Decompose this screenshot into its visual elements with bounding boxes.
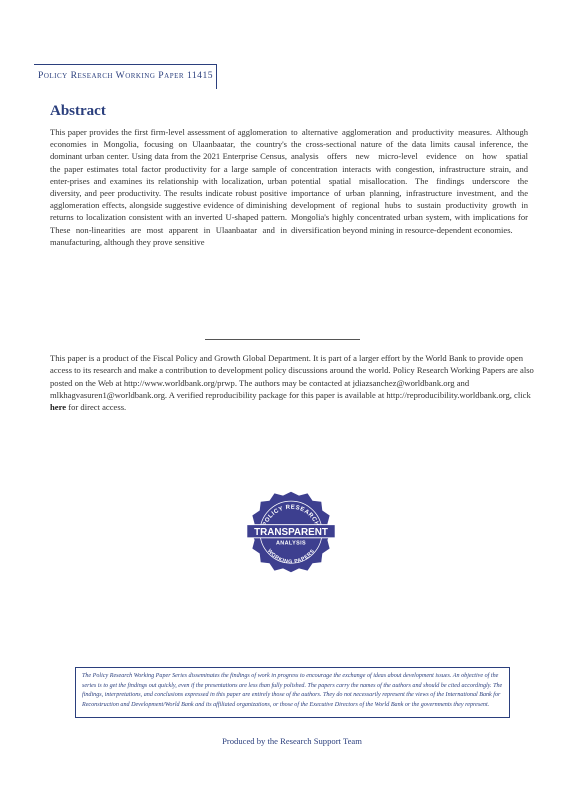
produced-by: Produced by the Research Support Team (222, 736, 362, 746)
badge-sub-text: ANALYSIS (275, 540, 307, 547)
series-label: Policy Research Working Paper 11415 (38, 70, 214, 81)
badge-bottom-text: WORKING PAPERS (265, 548, 317, 566)
publication-note-tail: for direct access. (66, 402, 127, 413)
transparent-analysis-badge (244, 488, 338, 582)
abstract-column-left: This paper provides the first firm-level assessment of agglomeration economies in Mongolia, focusing on Ulaanbaatar, the country's dominant urban center. Using data from the 2021 Enterprise Census, the paper estimates total factor productivity for a large sample of enter-prises and examines its relationship with localization, urban diversity, and peer productivity. The results indicate robust positive agglomeration effects, alongside suggestive evidence of diminishing returns to localization consistent with an inverted U-shaped pattern. These non-linearities are most apparent in Ulaanbaatar and in manufacturing, although they prove sensitive (50, 127, 287, 247)
publication-note-text: This paper is a product of the Fiscal Policy and Growth Global Department. It is part of a larger effort by the World Bank to provide open access to its research and make a contribution to development policy discussions around the world. Policy Research Working Papers are also posted on the Web at http://www.worldbank.org/prwp. The authors may be contacted at jdiazsanchez@worldbank.org and mlkhagvasuren1@worldbank.org. A verified reproducibility package for this paper is available at http://reproducibility.worldbank.org, click (50, 353, 534, 400)
abstract-heading: Abstract (50, 103, 106, 119)
reproducibility-link[interactable]: here (50, 402, 67, 413)
disclaimer-box: The Policy Research Working Paper Series disseminates the findings of work in progress to encourage the exchange of ideas about development issues. An objective of the series is to get the findings out quickly, even if the presentations are less than fully polished. The papers carry the names of the authors and should be cited accordingly. The findings, interpretations, and conclusions expressed in this paper are entirely those of the authors. They do not necessarily represent the views of the International Bank for Reconstruction and Development/World Bank and its affiliated organizations, or those of the Executive Directors of the World Bank or the governments they represent. (75, 667, 510, 718)
series-header (34, 64, 217, 89)
section-divider (205, 339, 360, 340)
badge-main-text: TRANSPARENT (254, 527, 328, 539)
abstract-column-right: to alternative agglomeration and productivity measures. Although the cross-sectional nature of the data limits causal inference, the analysis offers new micro-level evidence on how spatial concentration interacts with congestion, infrastructure strain, and potential spatial misallocation. The findings underscore the importance of urban planning, infrastructure investment, and the development of regional hubs to sustain productivity growth in Mongolia's highly concentrated urban system, with implications for diversification beyond mining in resource-dependent economies. (291, 127, 528, 235)
badge-top-text: OLICY RESEARC (264, 504, 318, 524)
publication-note (50, 352, 546, 413)
